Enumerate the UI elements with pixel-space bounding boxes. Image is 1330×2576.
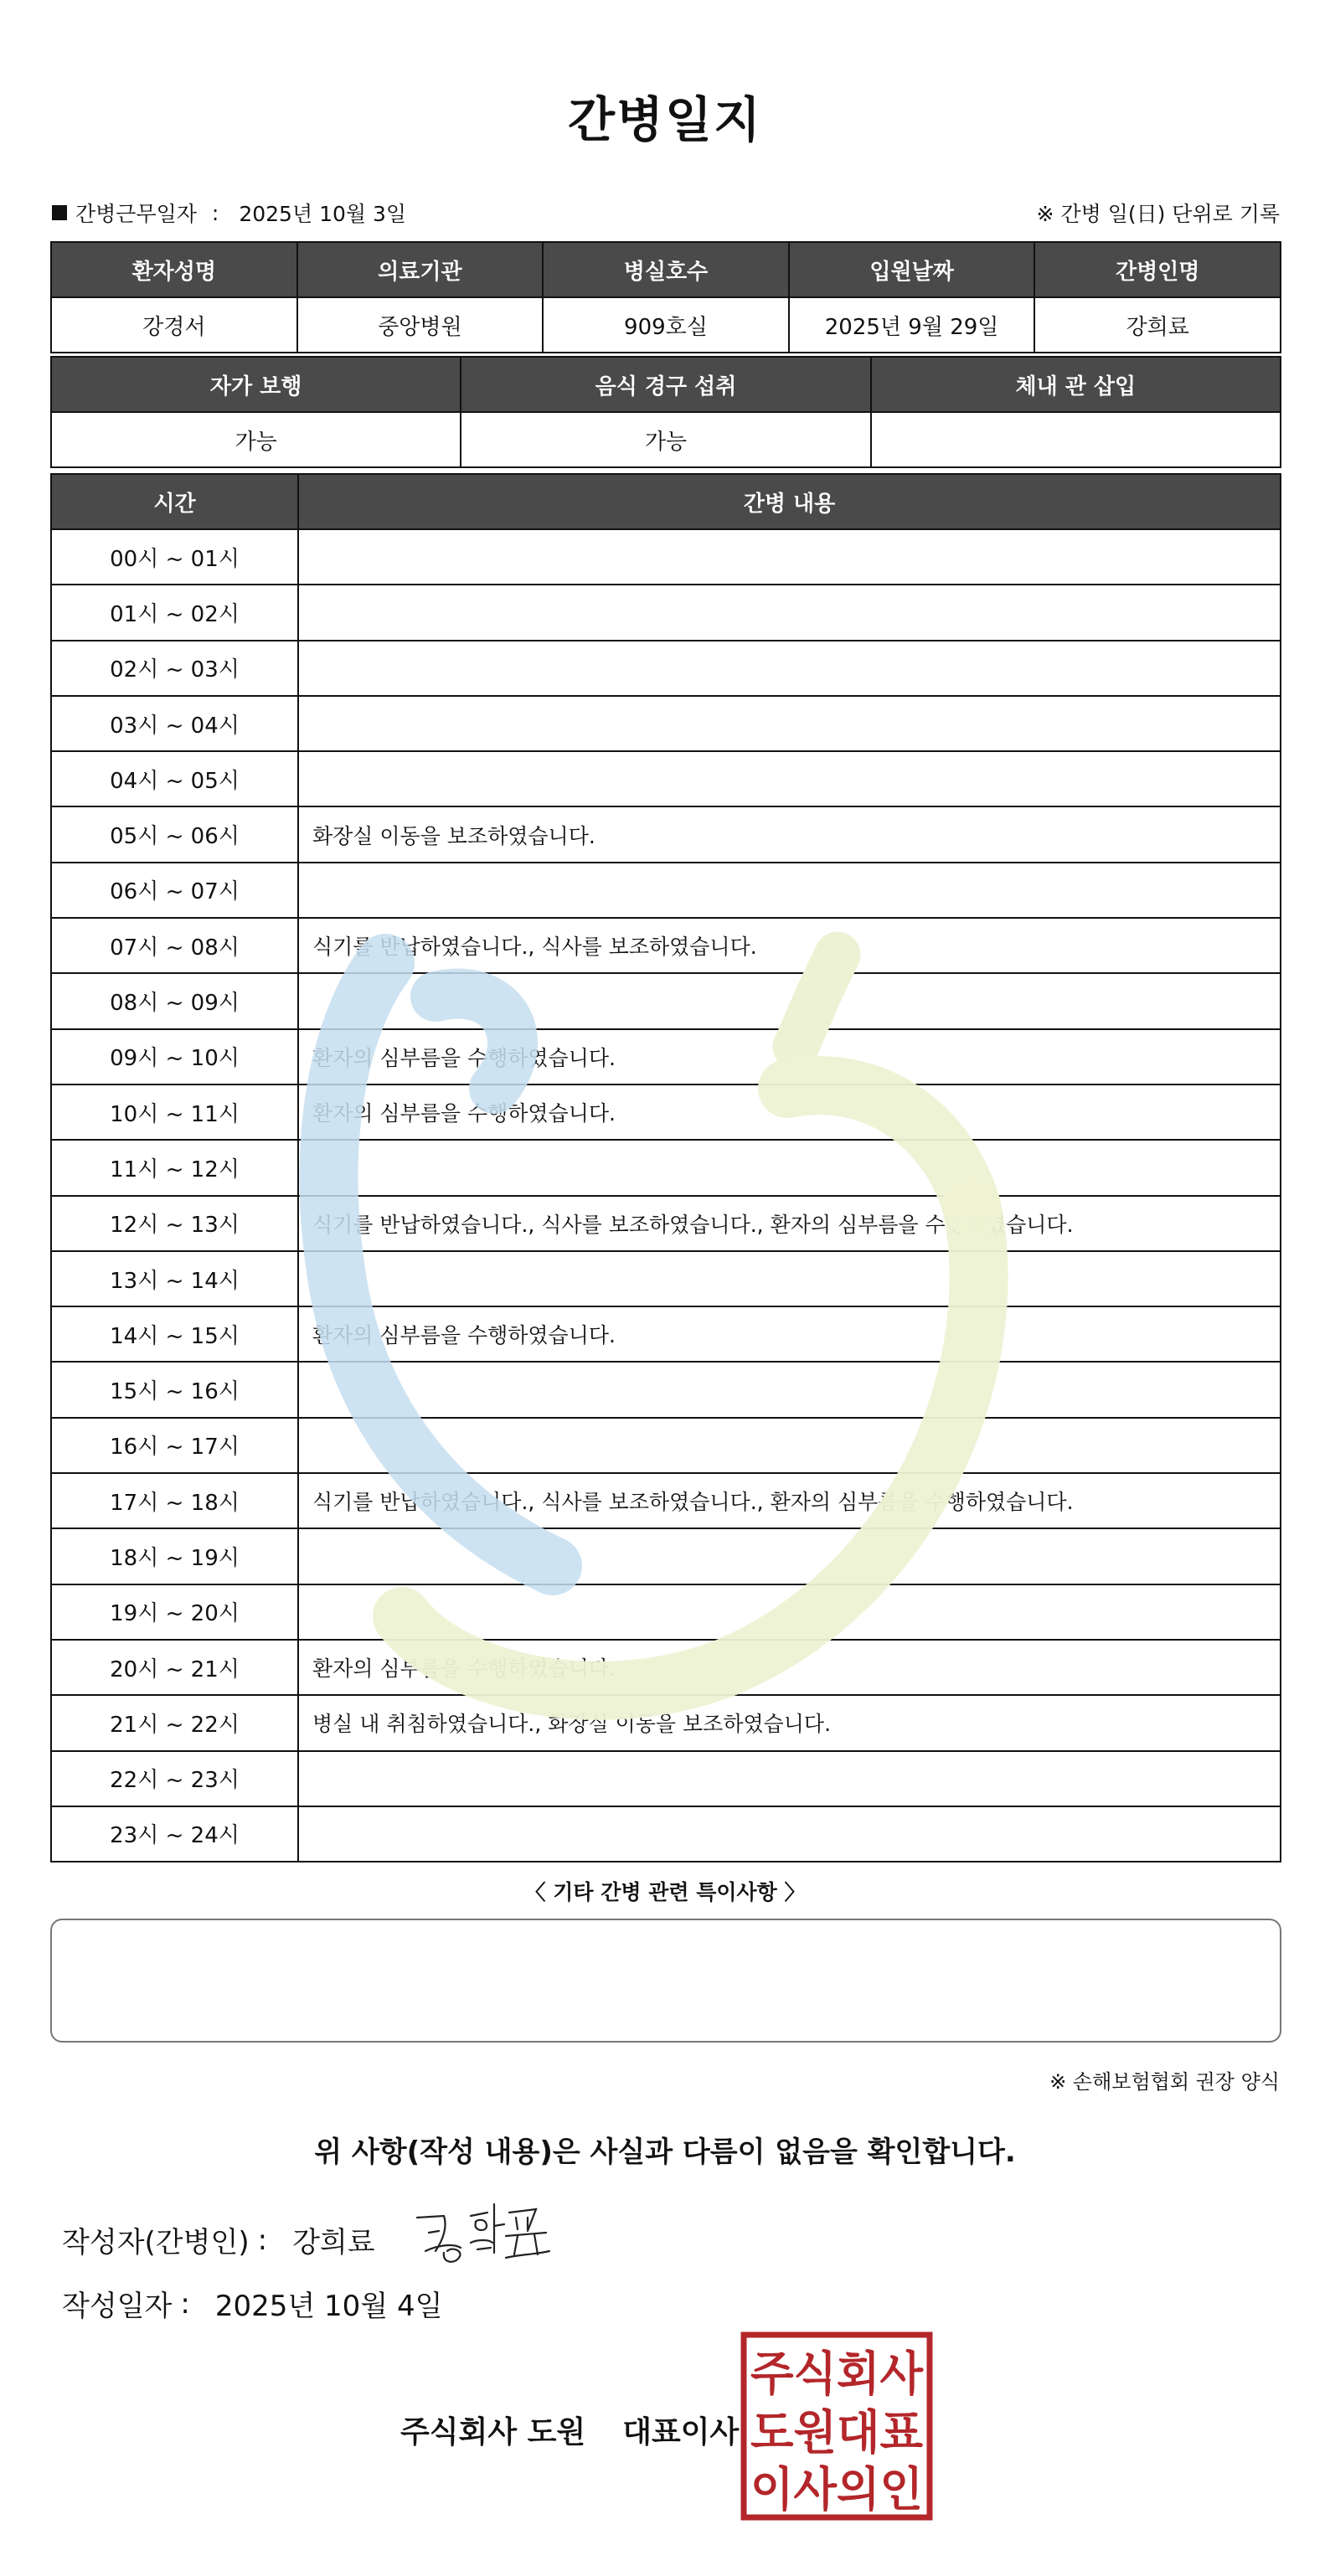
care-log-time: 02시 ~ 03시 [51,641,298,696]
care-log-row [51,1306,1281,1362]
patient-info-header-row [51,242,1281,297]
care-log-content: 화장실 이동을 보조하였습니다. [298,806,1281,862]
care-log-content [298,696,1281,751]
caregiver-name: 강희료 [1034,297,1281,353]
confirmation-statement: 위 사항(작성 내용)은 사실과 다름이 없음을 확인합니다. [314,2136,1016,2169]
care-log-time: 14시 ~ 15시 [51,1306,298,1362]
care-log-time: 20시 ~ 21시 [51,1640,298,1695]
page-title: 간병일지 [567,91,763,148]
writer-name: 강희료 [292,2226,375,2259]
care-log-time: 04시 ~ 05시 [51,751,298,806]
care-log-time: 18시 ~ 19시 [51,1528,298,1584]
care-log-time: 06시 ~ 07시 [51,863,298,918]
header-self-walking: 자가 보행 [51,357,461,412]
care-log-time: 07시 ~ 08시 [51,918,298,973]
care-log-content [298,1362,1281,1417]
care-log-time: 15시 ~ 16시 [51,1362,298,1417]
care-log-row [51,1362,1281,1417]
writer-colon: : [257,2223,268,2257]
care-log-time: 11시 ~ 12시 [51,1140,298,1195]
care-log-content [298,1751,1281,1806]
patient-status-value-row [51,412,1281,467]
company-line [400,2409,739,2451]
care-log-row [51,641,1281,696]
care-log-row [51,1251,1281,1306]
patient-name: 강경서 [51,297,297,353]
care-log-row [51,696,1281,751]
care-log-content: 환자의 심부름을 수행하였습니다. [298,1640,1281,1695]
care-log-time: 17시 ~ 18시 [51,1473,298,1528]
care-log-row [51,1029,1281,1084]
care-log-row [51,751,1281,806]
care-log-time: 12시 ~ 13시 [51,1196,298,1251]
written-date-line [62,2283,442,2324]
care-log-content [298,1584,1281,1640]
header-caregiver-name: 간병인명 [1034,242,1281,297]
care-log-time: 19시 ~ 20시 [51,1584,298,1640]
care-log-row [51,1473,1281,1528]
header-time: 시간 [51,474,298,529]
care-log-time: 00시 ~ 01시 [51,529,298,585]
care-log-time: 09시 ~ 10시 [51,1029,298,1084]
written-date-label: 작성일자 [62,2290,173,2323]
care-log-row [51,973,1281,1028]
care-log-content: 병실 내 취침하였습니다., 화장실 이동을 보조하였습니다. [298,1695,1281,1750]
admission-date: 2025년 9월 29일 [789,297,1035,353]
care-log-row [51,1196,1281,1251]
care-log-content: 식기를 반납하였습니다., 식사를 보조하였습니다. [298,918,1281,973]
seal-line-3: 이사의인 [750,2463,923,2517]
care-log-row [51,806,1281,862]
header-tube-insertion: 체내 관 삽입 [871,357,1281,412]
header-care-content: 간병 내용 [298,474,1281,529]
care-log-row [51,918,1281,973]
care-log-row [51,1584,1281,1640]
work-date-line [52,198,406,228]
handwritten-signature [410,2192,553,2268]
header-admission-date: 입원날짜 [789,242,1035,297]
patient-status-table [50,356,1281,468]
care-log-time: 10시 ~ 11시 [51,1084,298,1140]
patient-status-header-row [51,357,1281,412]
writer-line [62,2219,375,2260]
care-log-content [298,1806,1281,1862]
care-log-content: 환자의 심부름을 수행하였습니다. [298,1306,1281,1362]
bullet-square-icon [52,205,67,220]
writer-label: 작성자(간병인) [62,2226,250,2259]
patient-info-value-row [51,297,1281,353]
care-log-table [50,473,1281,1862]
work-date-label: 간병근무일자 [75,202,197,226]
seal-line-1: 주식회사 [750,2347,924,2402]
room-number: 909호실 [543,297,789,353]
care-log-row [51,585,1281,640]
patient-info-table [50,241,1281,353]
work-date-colon: : [211,200,219,225]
care-log-time: 22시 ~ 23시 [51,1751,298,1806]
care-log-row [51,1140,1281,1195]
care-log-time: 21시 ~ 22시 [51,1695,298,1750]
care-log-time: 08시 ~ 09시 [51,973,298,1028]
oral-intake-value: 가능 [461,412,870,467]
care-log-time: 13시 ~ 14시 [51,1251,298,1306]
hospital-name: 중앙병원 [297,297,544,353]
written-date-value: 2025년 10월 4일 [214,2290,443,2323]
care-log-content: 식기를 반납하였습니다., 식사를 보조하였습니다., 환자의 심부름을 수행하였습니다. [298,1473,1281,1528]
care-log-content [298,1528,1281,1584]
care-log-content [298,1418,1281,1473]
care-log-row [51,1695,1281,1750]
care-log-row [51,1640,1281,1695]
care-log-content [298,585,1281,640]
recommendation-note: ※ 손해보험협회 권장 양식 [1049,2070,1280,2094]
care-log-content: 환자의 심부름을 수행하였습니다. [298,1084,1281,1140]
care-log-row [51,863,1281,918]
care-log-row [51,1528,1281,1584]
care-log-time: 03시 ~ 04시 [51,696,298,751]
care-log-time: 05시 ~ 06시 [51,806,298,862]
care-log-content [298,973,1281,1028]
care-log-content [298,1251,1281,1306]
company-name: 주식회사 도원 [400,2415,586,2450]
care-log-content [298,751,1281,806]
special-notes-box [50,1919,1281,2043]
company-title: 대표이사 [622,2415,740,2450]
special-notes-title: 〈 기타 간병 관련 특이사항 〉 [524,1880,806,1904]
care-log-time: 16시 ~ 17시 [51,1418,298,1473]
work-date-value: 2025년 10월 3일 [239,202,407,226]
seal-line-2: 도원대표 [750,2406,923,2460]
care-log-content [298,1140,1281,1195]
care-log-row [51,1751,1281,1806]
care-log-content [298,641,1281,696]
care-log-row [51,529,1281,585]
care-log-row [51,1806,1281,1862]
header-room: 병실호수 [543,242,789,297]
tube-insertion-value [871,412,1281,467]
care-log-content: 식기를 반납하였습니다., 식사를 보조하였습니다., 환자의 심부름을 수행하였습니다. [298,1196,1281,1251]
care-log-body [51,529,1281,1862]
self-walking-value: 가능 [51,412,461,467]
header-oral-intake: 음식 경구 섭취 [461,357,870,412]
care-log-header-row [51,474,1281,529]
care-log-row [51,1084,1281,1140]
care-log-row [51,1418,1281,1473]
care-log-content [298,529,1281,585]
care-log-content: 환자의 심부름을 수행하였습니다. [298,1029,1281,1084]
header-patient-name: 환자성명 [51,242,297,297]
care-log-time: 01시 ~ 02시 [51,585,298,640]
written-date-colon: : [180,2286,190,2321]
care-log-content [298,863,1281,918]
company-seal-stamp [740,2331,933,2521]
record-unit-note: ※ 간병 일(日) 단위로 기록 [1036,202,1280,226]
care-log-time: 23시 ~ 24시 [51,1806,298,1862]
header-hospital: 의료기관 [297,242,544,297]
